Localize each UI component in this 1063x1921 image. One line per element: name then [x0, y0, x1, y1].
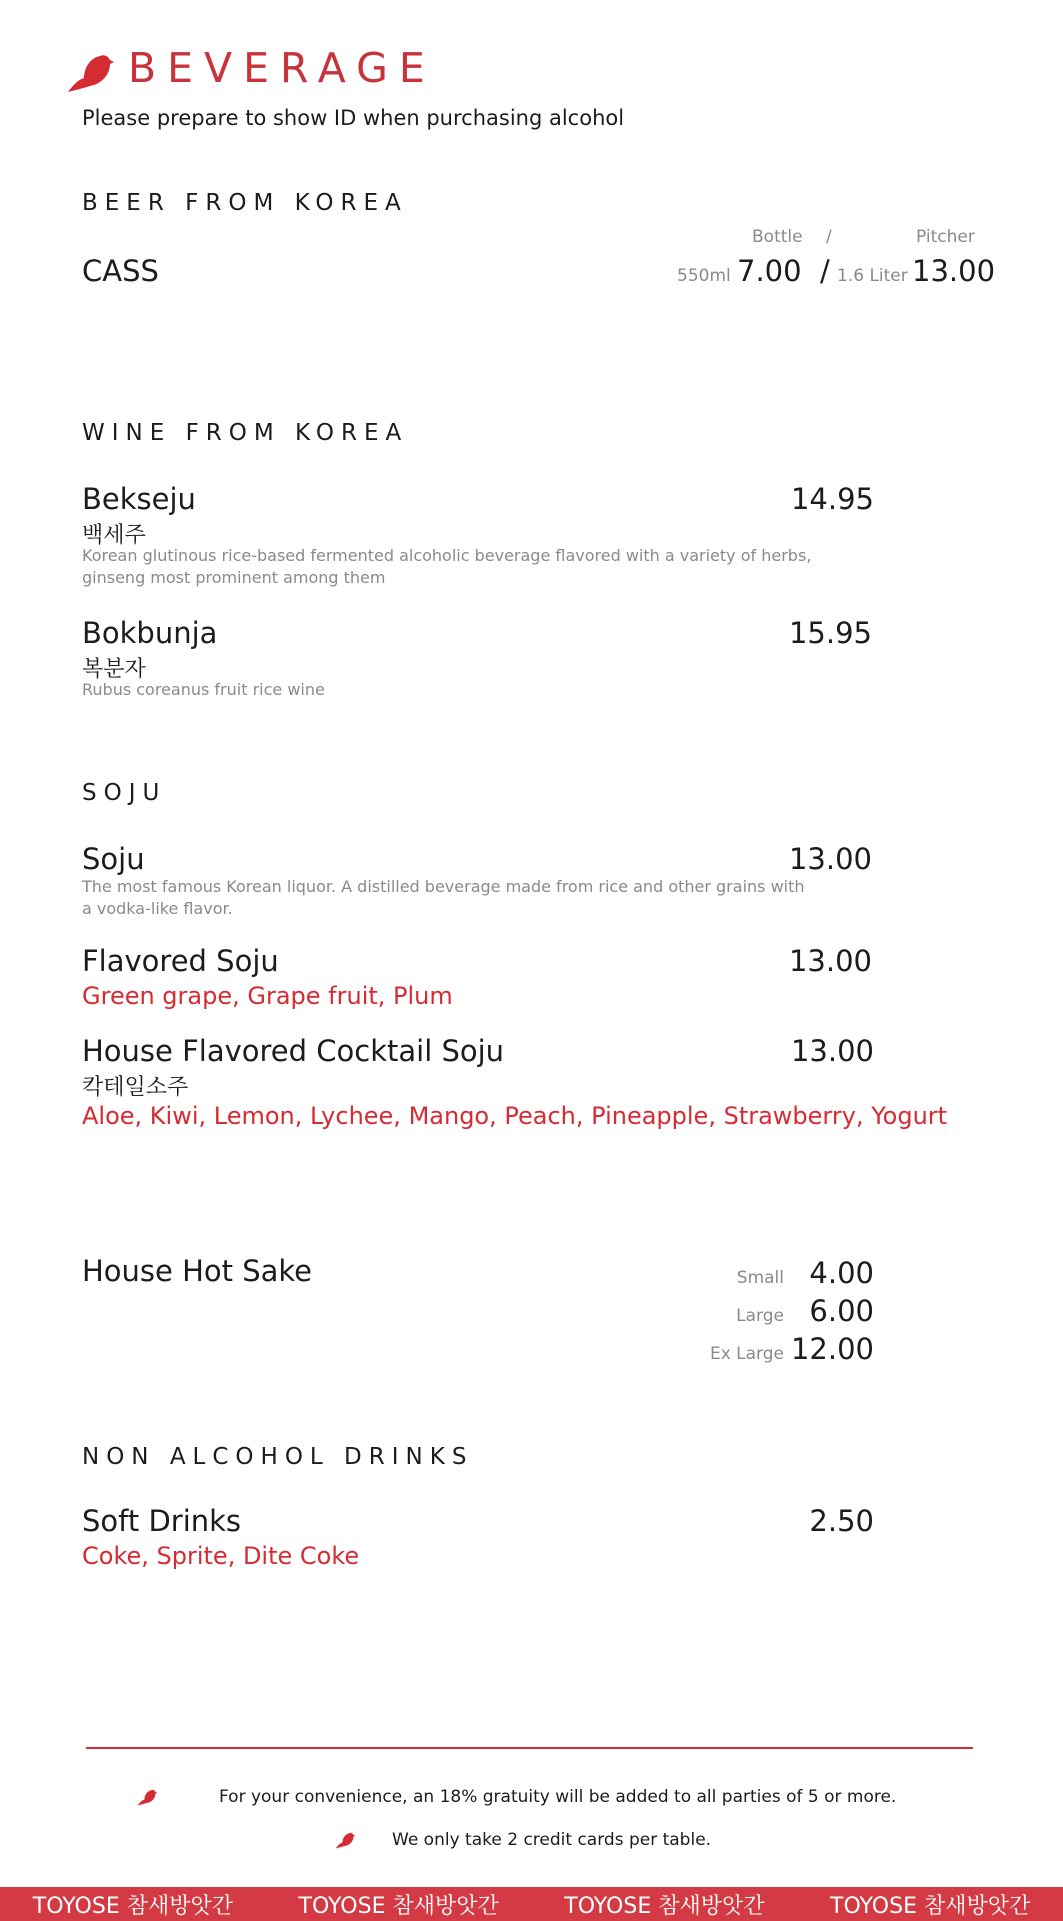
size-price: 4.00	[809, 1256, 874, 1290]
price-slash: /	[820, 254, 830, 288]
menu-item-name: House Flavored Cocktail Soju	[82, 1034, 505, 1068]
menu-item-price: 13.00	[788, 944, 872, 978]
footer-brand: TOYOSE 참새방앗간	[564, 1893, 765, 1919]
flavor-list: Aloe, Kiwi, Lemon, Lychee, Mango, Peach, Pineapple, Strawberry, Yogurt	[82, 1102, 948, 1130]
menu-item-description: Rubus coreanus fruit rice wine	[82, 680, 325, 699]
section-heading-wine: WINE FROM KOREA	[82, 420, 409, 446]
size-label: Large	[736, 1306, 784, 1326]
page-subtitle: Please prepare to show ID when purchasing alcohol	[82, 106, 625, 130]
menu-item-name: Flavored Soju	[82, 944, 279, 978]
credit-card-note: We only take 2 credit cards per table.	[392, 1830, 712, 1850]
size-price: 12.00	[790, 1332, 874, 1366]
menu-item-name: Soju	[82, 842, 145, 876]
menu-item-name: Bokbunja	[82, 616, 218, 650]
menu-item-name: House Hot Sake	[82, 1254, 313, 1288]
gratuity-note: For your convenience, an 18% gratuity will be added to all parties of 5 or more.	[219, 1787, 897, 1807]
bottle-label: Bottle	[752, 227, 803, 247]
size-label: Ex Large	[709, 1344, 784, 1364]
column-slash: /	[826, 227, 832, 247]
menu-item-price: 13.00	[788, 842, 872, 876]
page-title: BEVERAGE	[128, 44, 436, 92]
pitcher-size: 1.6 Liter	[837, 266, 908, 286]
menu-item-korean: 백세주	[82, 523, 146, 548]
flavor-list: Green grape, Grape fruit, Plum	[82, 982, 453, 1010]
bird-bullet-icon	[136, 1787, 158, 1807]
footer-brand: TOYOSE 참새방앗간	[298, 1893, 499, 1919]
menu-item-price: 2.50	[809, 1504, 874, 1538]
section-heading-soju: SOJU	[82, 780, 167, 806]
pitcher-price: 13.00	[912, 254, 996, 288]
footer-brand: TOYOSE 참새방앗간	[32, 1893, 233, 1919]
menu-item-description: Korean glutinous rice-based fermented alcoholic beverage flavored with a variety of herbs, ginseng most prominent among them	[82, 546, 812, 587]
menu-item-price: 15.95	[788, 616, 872, 650]
menu-item-korean: 칵테일소주	[82, 1075, 189, 1100]
bird-bullet-icon	[334, 1830, 356, 1850]
section-heading-beer: BEER FROM KOREA	[82, 190, 408, 216]
menu-item-name: Soft Drinks	[82, 1504, 242, 1538]
size-label: Small	[736, 1268, 784, 1288]
flavor-list: Coke, Sprite, Dite Coke	[82, 1542, 360, 1570]
menu-item-price: 14.95	[790, 482, 874, 516]
menu-item-cass: CASS	[82, 254, 159, 288]
section-heading-non-alcohol: NON ALCOHOL DRINKS	[82, 1444, 474, 1470]
bottle-price: 7.00	[737, 254, 802, 288]
menu-item-name: Bekseju	[82, 482, 196, 516]
footer-brand-bar	[0, 1887, 1063, 1921]
bottle-size: 550ml	[677, 266, 731, 286]
menu-item-description: The most famous Korean liquor. A distilled beverage made from rice and other grains with a vodka-like flavor.	[82, 877, 805, 918]
menu-item-korean: 복분자	[82, 657, 146, 682]
bird-logo-icon	[64, 50, 116, 94]
pitcher-label: Pitcher	[916, 227, 975, 247]
size-price: 6.00	[809, 1294, 874, 1328]
footer-divider	[86, 1747, 973, 1749]
footer-brand: TOYOSE 참새방앗간	[830, 1893, 1031, 1919]
menu-item-price: 13.00	[790, 1034, 874, 1068]
